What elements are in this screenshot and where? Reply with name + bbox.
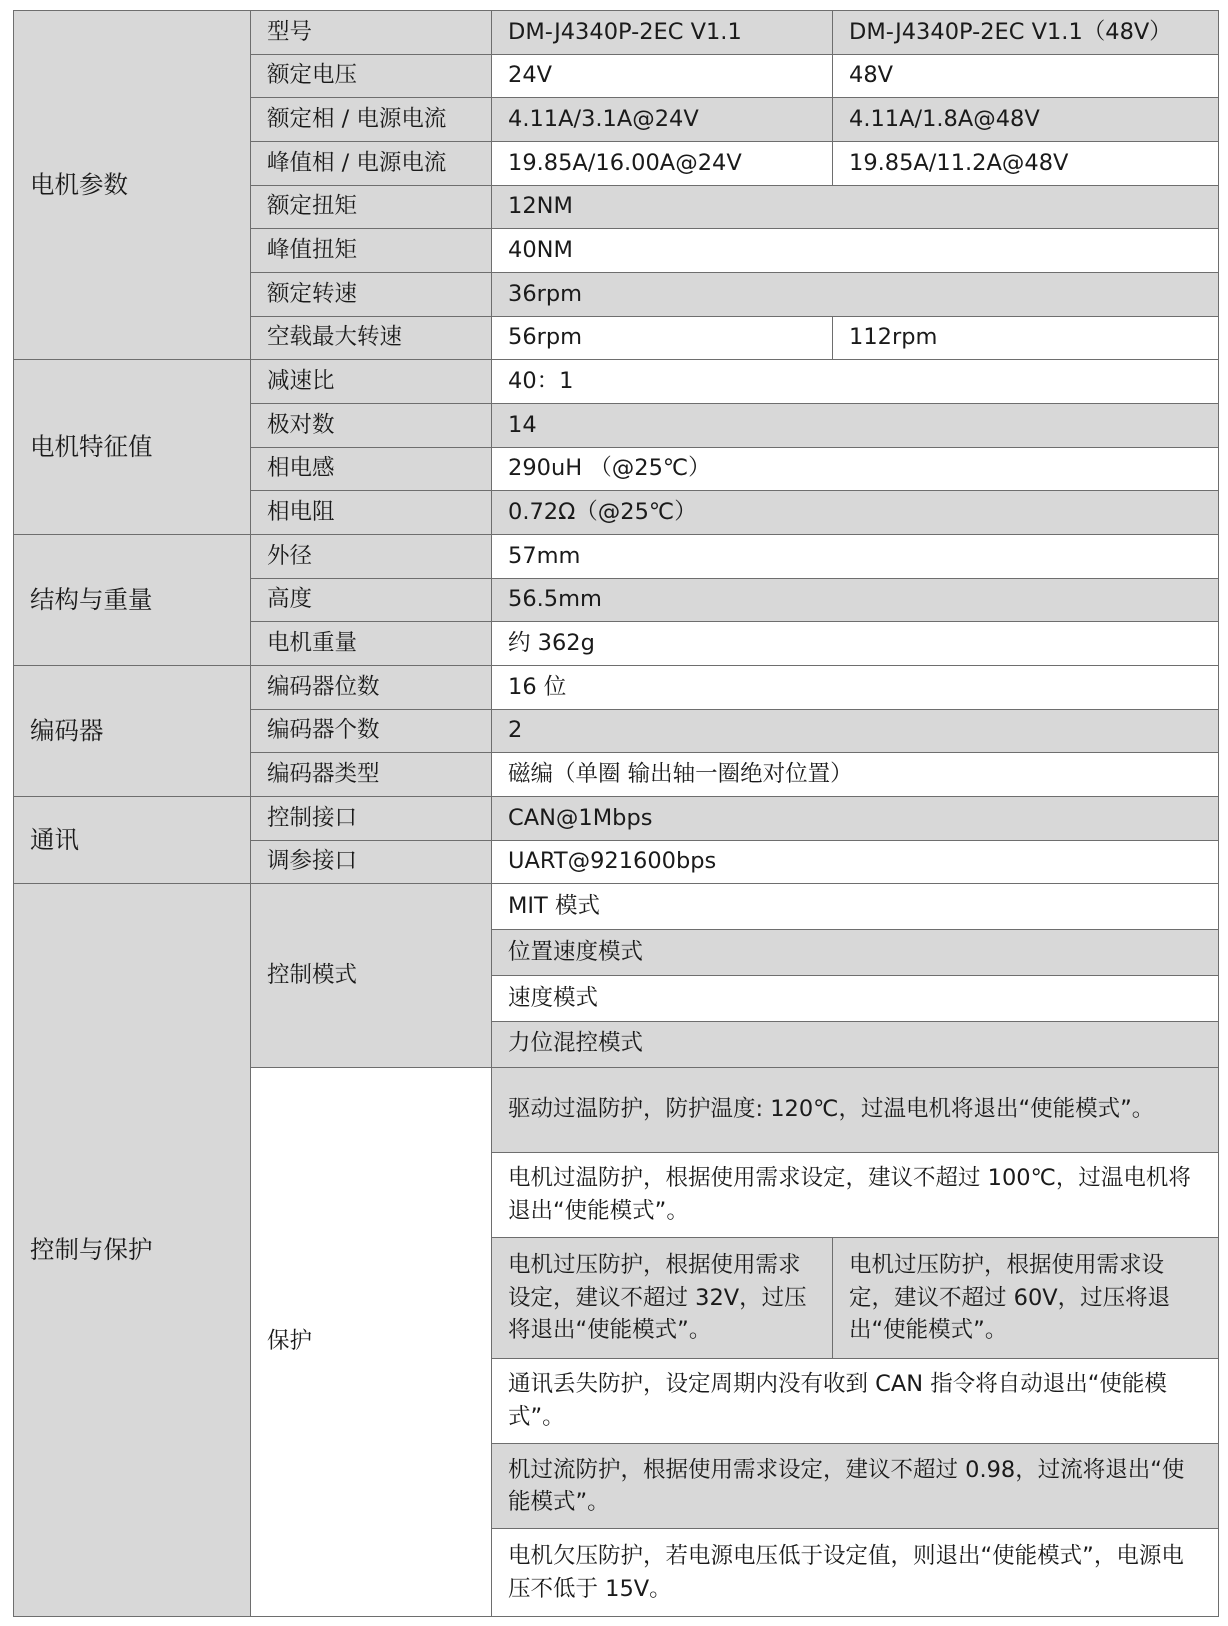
value-encoder-type: 磁编（单圈 输出轴一圈绝对位置） (492, 753, 1219, 797)
value-control-port: CAN@1Mbps (492, 797, 1219, 841)
value-rated-torque: 12NM (492, 185, 1219, 229)
label-ratio: 减速比 (251, 360, 492, 404)
value-height: 56.5mm (492, 578, 1219, 622)
label-height: 高度 (251, 578, 492, 622)
label-rated-torque: 额定扭矩 (251, 185, 492, 229)
row-diameter (14, 535, 1219, 579)
category-comm: 通讯 (14, 797, 251, 884)
value-model-v2: DM-J4340P-2EC V1.1（48V） (833, 11, 1219, 55)
protection-overvoltage-v1: 电机过压防护，根据使用需求设定，建议不超过 32V，过压将退出“使能模式”。 (492, 1238, 833, 1359)
row-encoder-bits (14, 666, 1219, 710)
label-encoder-type: 编码器类型 (251, 753, 492, 797)
label-encoder-count: 编码器个数 (251, 709, 492, 753)
label-max-speed: 空载最大转速 (251, 316, 492, 360)
value-diameter: 57mm (492, 535, 1219, 579)
spec-table (13, 10, 1219, 1617)
label-peak-torque: 峰值扭矩 (251, 229, 492, 273)
label-resistance: 相电阻 (251, 491, 492, 535)
protection-undervoltage: 电机欠压防护，若电源电压低于设定值，则退出“使能模式”，电源电压不低于 15V。 (492, 1529, 1219, 1617)
mode-item-velocity: 速度模式 (492, 975, 1219, 1021)
value-weight: 约 362g (492, 622, 1219, 666)
value-resistance: 0.72Ω（@25℃） (492, 491, 1219, 535)
label-model: 型号 (251, 11, 492, 55)
row-mode-mit (14, 884, 1219, 930)
category-motor-chars: 电机特征值 (14, 360, 251, 535)
mode-item-mit: MIT 模式 (492, 884, 1219, 930)
label-poles: 极对数 (251, 404, 492, 448)
label-rated-current: 额定相 / 电源电流 (251, 98, 492, 142)
label-diameter: 外径 (251, 535, 492, 579)
value-encoder-bits: 16 位 (492, 666, 1219, 710)
value-ratio: 40：1 (492, 360, 1219, 404)
label-weight: 电机重量 (251, 622, 492, 666)
label-debug-port: 调参接口 (251, 840, 492, 884)
label-control-port: 控制接口 (251, 797, 492, 841)
category-control: 控制与保护 (14, 884, 251, 1617)
value-rated-speed: 36rpm (492, 273, 1219, 317)
protection-driver-overtemp: 驱动过温防护，防护温度: 120℃，过温电机将退出“使能模式”。 (492, 1067, 1219, 1152)
value-peak-torque: 40NM (492, 229, 1219, 273)
value-max-speed-v2: 112rpm (833, 316, 1219, 360)
label-encoder-bits: 编码器位数 (251, 666, 492, 710)
value-max-speed-v1: 56rpm (492, 316, 833, 360)
value-encoder-count: 2 (492, 709, 1219, 753)
label-protection: 保护 (251, 1067, 492, 1617)
protection-comm-loss: 通讯丢失防护，设定周期内没有收到 CAN 指令将自动退出“使能模式”。 (492, 1358, 1219, 1443)
label-rated-speed: 额定转速 (251, 273, 492, 317)
row-model (14, 11, 1219, 55)
mode-item-position-velocity: 位置速度模式 (492, 930, 1219, 976)
category-structure: 结构与重量 (14, 535, 251, 666)
value-rated-current-v1: 4.11A/3.1A@24V (492, 98, 833, 142)
protection-motor-overtemp: 电机过温防护，根据使用需求设定，建议不超过 100℃，过温电机将退出“使能模式”。 (492, 1152, 1219, 1237)
label-inductance: 相电感 (251, 447, 492, 491)
value-poles: 14 (492, 404, 1219, 448)
label-control-modes: 控制模式 (251, 884, 492, 1067)
label-rated-voltage: 额定电压 (251, 54, 492, 98)
mode-item-hybrid: 力位混控模式 (492, 1021, 1219, 1067)
row-ratio (14, 360, 1219, 404)
value-peak-current-v1: 19.85A/16.00A@24V (492, 142, 833, 186)
value-debug-port: UART@921600bps (492, 840, 1219, 884)
value-rated-voltage-v2: 48V (833, 54, 1219, 98)
value-rated-voltage-v1: 24V (492, 54, 833, 98)
value-model-v1: DM-J4340P-2EC V1.1 (492, 11, 833, 55)
category-motor-params: 电机参数 (14, 11, 251, 360)
protection-overvoltage-v2: 电机过压防护，根据使用需求设定，建议不超过 60V，过压将退出“使能模式”。 (833, 1238, 1219, 1359)
protection-overcurrent: 机过流防护，根据使用需求设定，建议不超过 0.98，过流将退出“使能模式”。 (492, 1444, 1219, 1529)
row-control-port (14, 797, 1219, 841)
category-encoder: 编码器 (14, 666, 251, 797)
label-peak-current: 峰值相 / 电源电流 (251, 142, 492, 186)
value-inductance: 290uH （@25℃） (492, 447, 1219, 491)
value-peak-current-v2: 19.85A/11.2A@48V (833, 142, 1219, 186)
value-rated-current-v2: 4.11A/1.8A@48V (833, 98, 1219, 142)
